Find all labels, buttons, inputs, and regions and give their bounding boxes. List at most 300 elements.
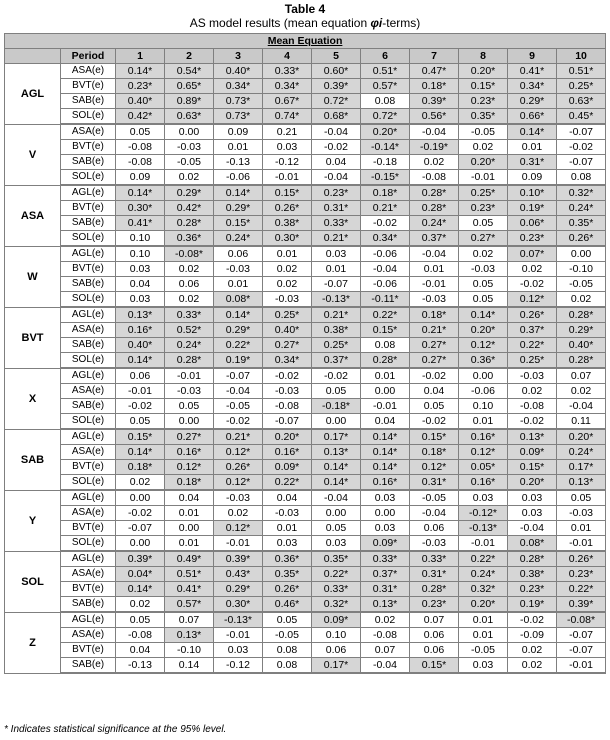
row-label: BVT(e): [61, 79, 116, 94]
value-cell: -0.03: [557, 506, 606, 521]
value-cell: 0.08: [263, 643, 312, 658]
value-cell: 0.18*: [410, 307, 459, 323]
value-cell: 0.33*: [165, 307, 214, 323]
value-cell: -0.04: [508, 521, 557, 536]
table-row: [5, 445, 606, 460]
table-row: [5, 582, 606, 597]
value-cell: 0.37*: [312, 353, 361, 369]
table-row: [5, 490, 606, 506]
value-cell: 0.34*: [263, 79, 312, 94]
period-header: Period: [61, 49, 116, 64]
value-cell: 0.21*: [214, 429, 263, 445]
value-cell: 0.17*: [312, 658, 361, 674]
value-cell: 0.15*: [361, 323, 410, 338]
value-cell: 0.07: [557, 368, 606, 384]
value-cell: 0.00: [165, 124, 214, 140]
group-label: ASA: [5, 185, 61, 246]
value-cell: -0.07: [312, 277, 361, 292]
value-cell: 0.01: [410, 262, 459, 277]
value-cell: 0.02: [116, 597, 165, 613]
value-cell: -0.02: [410, 414, 459, 430]
value-cell: -0.05: [459, 643, 508, 658]
value-cell: 0.09*: [508, 445, 557, 460]
value-cell: 0.18*: [410, 445, 459, 460]
value-cell: 0.28*: [361, 353, 410, 369]
value-cell: 0.04: [410, 384, 459, 399]
value-cell: 0.23*: [508, 582, 557, 597]
value-cell: 0.74*: [263, 109, 312, 125]
value-cell: 0.09: [508, 170, 557, 186]
value-cell: 0.24*: [459, 567, 508, 582]
value-cell: 0.14*: [116, 185, 165, 201]
table-row: [5, 94, 606, 109]
value-cell: -0.02: [214, 414, 263, 430]
value-cell: 0.02: [116, 475, 165, 491]
value-cell: 0.14*: [116, 64, 165, 79]
value-cell: 0.14*: [361, 445, 410, 460]
value-cell: 0.27*: [459, 231, 508, 247]
value-cell: -0.05: [410, 490, 459, 506]
value-cell: 0.06: [410, 643, 459, 658]
value-cell: 0.15*: [459, 79, 508, 94]
value-cell: 0.37*: [361, 567, 410, 582]
row-label: ASA(e): [61, 384, 116, 399]
group-label: AGL: [5, 64, 61, 125]
value-cell: 0.17*: [312, 429, 361, 445]
value-cell: 0.20*: [557, 429, 606, 445]
value-cell: 0.20*: [459, 155, 508, 170]
value-cell: 0.09: [116, 170, 165, 186]
value-cell: 0.06: [312, 643, 361, 658]
value-cell: 0.40*: [116, 94, 165, 109]
value-cell: 0.16*: [165, 445, 214, 460]
row-label: SAB(e): [61, 399, 116, 414]
value-cell: 0.05: [557, 490, 606, 506]
value-cell: -0.08: [508, 399, 557, 414]
value-cell: -0.05: [557, 277, 606, 292]
table-row: [5, 231, 606, 247]
value-cell: 0.51*: [557, 64, 606, 79]
table-row: [5, 216, 606, 231]
value-cell: 0.23*: [116, 79, 165, 94]
table-row: [5, 124, 606, 140]
value-cell: -0.01: [557, 536, 606, 552]
value-cell: 0.03: [361, 521, 410, 536]
value-cell: 0.03: [214, 643, 263, 658]
value-cell: 0.01: [459, 628, 508, 643]
value-cell: 0.66*: [508, 109, 557, 125]
value-cell: 0.03: [459, 490, 508, 506]
value-cell: -0.08*: [557, 612, 606, 628]
table-row: [5, 414, 606, 430]
table-row: [5, 551, 606, 567]
value-cell: 0.08: [557, 170, 606, 186]
value-cell: 0.01: [165, 506, 214, 521]
value-cell: -0.08: [116, 155, 165, 170]
value-cell: 0.04: [165, 490, 214, 506]
table-row: [5, 643, 606, 658]
value-cell: -0.08: [361, 628, 410, 643]
row-label: BVT(e): [61, 460, 116, 475]
value-cell: 0.13*: [557, 475, 606, 491]
value-cell: 0.16*: [459, 429, 508, 445]
value-cell: 0.40*: [557, 338, 606, 353]
value-cell: 0.30*: [214, 597, 263, 613]
value-cell: 0.15*: [410, 429, 459, 445]
value-cell: 0.02: [508, 643, 557, 658]
row-label: SAB(e): [61, 94, 116, 109]
value-cell: 0.05: [312, 521, 361, 536]
value-cell: -0.01: [557, 658, 606, 674]
value-cell: 0.28*: [557, 353, 606, 369]
row-label: SAB(e): [61, 597, 116, 613]
value-cell: 0.05: [459, 216, 508, 231]
value-cell: 0.19*: [508, 597, 557, 613]
period-col-header: 9: [508, 49, 557, 64]
table-title: Table 4: [284, 2, 326, 16]
value-cell: 0.02: [410, 155, 459, 170]
subtitle-suffix: -terms): [382, 16, 421, 30]
value-cell: 0.00: [361, 384, 410, 399]
row-label: SOL(e): [61, 109, 116, 125]
value-cell: -0.04: [410, 506, 459, 521]
value-cell: 0.05: [116, 612, 165, 628]
value-cell: -0.05: [459, 124, 508, 140]
value-cell: 0.12*: [214, 521, 263, 536]
value-cell: 0.35*: [459, 109, 508, 125]
value-cell: -0.13: [214, 155, 263, 170]
value-cell: -0.04: [410, 124, 459, 140]
value-cell: 0.10: [312, 628, 361, 643]
value-cell: 0.25*: [459, 185, 508, 201]
row-label: SAB(e): [61, 216, 116, 231]
table-row: [5, 185, 606, 201]
value-cell: -0.02: [410, 368, 459, 384]
value-cell: -0.04: [361, 262, 410, 277]
value-cell: 0.31*: [410, 567, 459, 582]
value-cell: 0.08: [361, 338, 410, 353]
value-cell: 0.27*: [165, 429, 214, 445]
value-cell: -0.03: [410, 292, 459, 308]
value-cell: -0.01: [361, 399, 410, 414]
value-cell: 0.14*: [116, 582, 165, 597]
value-cell: 0.32*: [557, 185, 606, 201]
value-cell: 0.23*: [312, 185, 361, 201]
value-cell: -0.10: [165, 643, 214, 658]
value-cell: 0.57*: [361, 79, 410, 94]
row-label: AGL(e): [61, 246, 116, 262]
value-cell: 0.18*: [361, 185, 410, 201]
value-cell: 0.02: [459, 140, 508, 155]
value-cell: 0.04: [361, 414, 410, 430]
value-cell: 0.22*: [361, 307, 410, 323]
value-cell: 0.10: [116, 246, 165, 262]
row-label: BVT(e): [61, 582, 116, 597]
value-cell: 0.13*: [361, 597, 410, 613]
value-cell: 0.38*: [263, 216, 312, 231]
value-cell: 0.05*: [459, 460, 508, 475]
value-cell: 0.29*: [214, 201, 263, 216]
value-cell: 0.24*: [557, 445, 606, 460]
value-cell: 0.30*: [116, 201, 165, 216]
period-col-header: 6: [361, 49, 410, 64]
value-cell: 0.05: [459, 277, 508, 292]
value-cell: 0.07: [165, 612, 214, 628]
value-cell: 0.24*: [557, 201, 606, 216]
table-row: [5, 109, 606, 125]
table-row: [5, 475, 606, 491]
value-cell: 0.02: [214, 506, 263, 521]
value-cell: 0.37*: [410, 231, 459, 247]
value-cell: 0.25*: [557, 79, 606, 94]
value-cell: 0.26*: [557, 231, 606, 247]
value-cell: 0.40*: [214, 64, 263, 79]
value-cell: 0.39*: [116, 551, 165, 567]
value-cell: -0.01: [410, 277, 459, 292]
value-cell: 0.14*: [116, 353, 165, 369]
value-cell: 0.05: [116, 414, 165, 430]
value-cell: 0.25*: [508, 353, 557, 369]
row-label: AGL(e): [61, 551, 116, 567]
group-label: SOL: [5, 551, 61, 612]
value-cell: 0.01: [165, 536, 214, 552]
value-cell: 0.26*: [557, 551, 606, 567]
value-cell: 0.20*: [459, 597, 508, 613]
value-cell: 0.12*: [165, 460, 214, 475]
value-cell: 0.14: [165, 658, 214, 674]
value-cell: -0.02: [508, 277, 557, 292]
value-cell: 0.05: [263, 612, 312, 628]
value-cell: -0.02: [508, 414, 557, 430]
value-cell: 0.17*: [557, 460, 606, 475]
value-cell: -0.06: [361, 246, 410, 262]
value-cell: -0.01: [214, 628, 263, 643]
group-label: SAB: [5, 429, 61, 490]
group-label: V: [5, 124, 61, 185]
value-cell: 0.31*: [410, 475, 459, 491]
row-label: ASA(e): [61, 506, 116, 521]
value-cell: 0.72*: [312, 94, 361, 109]
value-cell: 0.09*: [263, 460, 312, 475]
value-cell: 0.72*: [361, 109, 410, 125]
value-cell: -0.01: [116, 384, 165, 399]
value-cell: -0.03: [214, 262, 263, 277]
value-cell: 0.12*: [410, 460, 459, 475]
value-cell: 0.11: [557, 414, 606, 430]
value-cell: 0.08: [263, 658, 312, 674]
value-cell: -0.02: [361, 216, 410, 231]
value-cell: 0.33*: [410, 551, 459, 567]
table-row: [5, 353, 606, 369]
value-cell: 0.28*: [508, 551, 557, 567]
value-cell: 0.33*: [312, 216, 361, 231]
value-cell: -0.03: [410, 536, 459, 552]
value-cell: 0.31*: [508, 155, 557, 170]
value-cell: 0.73*: [214, 94, 263, 109]
value-cell: 0.12*: [214, 445, 263, 460]
value-cell: 0.05: [116, 124, 165, 140]
value-cell: 0.41*: [508, 64, 557, 79]
value-cell: 0.24*: [214, 231, 263, 247]
row-label: ASA(e): [61, 64, 116, 79]
value-cell: 0.32*: [459, 582, 508, 597]
value-cell: -0.04: [557, 399, 606, 414]
value-cell: 0.46*: [263, 597, 312, 613]
row-label: SAB(e): [61, 338, 116, 353]
value-cell: 0.38*: [312, 323, 361, 338]
value-cell: 0.14*: [508, 124, 557, 140]
value-cell: 0.23*: [508, 231, 557, 247]
value-cell: 0.38*: [508, 567, 557, 582]
value-cell: 0.15*: [263, 185, 312, 201]
value-cell: 0.67*: [263, 94, 312, 109]
value-cell: 0.39*: [312, 79, 361, 94]
value-cell: 0.26*: [508, 307, 557, 323]
row-label: BVT(e): [61, 201, 116, 216]
value-cell: 0.16*: [361, 475, 410, 491]
value-cell: 0.39*: [214, 551, 263, 567]
value-cell: 0.20*: [508, 475, 557, 491]
table-row: [5, 368, 606, 384]
value-cell: 0.06: [214, 246, 263, 262]
value-cell: 0.06*: [508, 216, 557, 231]
value-cell: 0.00: [361, 506, 410, 521]
value-cell: 0.03: [361, 490, 410, 506]
value-cell: 0.13*: [508, 429, 557, 445]
value-cell: -0.04: [214, 384, 263, 399]
value-cell: 0.14*: [361, 429, 410, 445]
period-header-row: [5, 49, 606, 64]
value-cell: 0.03: [508, 506, 557, 521]
value-cell: 0.01: [214, 140, 263, 155]
row-label: ASA(e): [61, 628, 116, 643]
corner-cell: [5, 49, 61, 64]
value-cell: 0.01: [214, 277, 263, 292]
value-cell: 0.33*: [263, 64, 312, 79]
value-cell: -0.03: [165, 140, 214, 155]
value-cell: 0.14*: [214, 185, 263, 201]
value-cell: -0.03: [508, 368, 557, 384]
results-table: [4, 33, 606, 674]
row-label: SOL(e): [61, 292, 116, 308]
value-cell: -0.07: [557, 643, 606, 658]
row-label: BVT(e): [61, 643, 116, 658]
table-subtitle: [0, 16, 610, 30]
value-cell: 0.29*: [557, 323, 606, 338]
value-cell: 0.02: [165, 170, 214, 186]
row-label: AGL(e): [61, 368, 116, 384]
value-cell: 0.14*: [361, 460, 410, 475]
value-cell: 0.41*: [116, 216, 165, 231]
value-cell: 0.54*: [165, 64, 214, 79]
value-cell: 0.02: [508, 384, 557, 399]
value-cell: 0.15*: [214, 216, 263, 231]
value-cell: 0.14*: [312, 460, 361, 475]
table-row: [5, 628, 606, 643]
group-label: BVT: [5, 307, 61, 368]
table-row: [5, 307, 606, 323]
value-cell: -0.07: [116, 521, 165, 536]
value-cell: 0.73*: [214, 109, 263, 125]
value-cell: 0.40*: [116, 338, 165, 353]
value-cell: 0.02: [165, 292, 214, 308]
value-cell: 0.89*: [165, 94, 214, 109]
table-caption: [0, 0, 610, 30]
value-cell: 0.01: [459, 414, 508, 430]
value-cell: 0.28*: [165, 216, 214, 231]
value-cell: 0.03: [508, 490, 557, 506]
value-cell: 0.47*: [410, 64, 459, 79]
value-cell: 0.26*: [263, 582, 312, 597]
value-cell: 0.27*: [410, 353, 459, 369]
period-col-header: 1: [116, 49, 165, 64]
group-label: Y: [5, 490, 61, 551]
value-cell: -0.04: [312, 170, 361, 186]
value-cell: -0.04: [312, 490, 361, 506]
value-cell: 0.19*: [508, 201, 557, 216]
value-cell: 0.57*: [165, 597, 214, 613]
value-cell: 0.06: [410, 521, 459, 536]
value-cell: 0.28*: [410, 185, 459, 201]
value-cell: 0.04: [312, 155, 361, 170]
value-cell: 0.23*: [459, 94, 508, 109]
value-cell: 0.19*: [214, 353, 263, 369]
value-cell: 0.04: [116, 643, 165, 658]
value-cell: 0.29*: [214, 323, 263, 338]
value-cell: 0.14*: [312, 475, 361, 491]
period-col-header: 7: [410, 49, 459, 64]
value-cell: 0.01: [459, 612, 508, 628]
value-cell: 0.34*: [361, 231, 410, 247]
value-cell: 0.20*: [459, 64, 508, 79]
value-cell: 0.39*: [557, 597, 606, 613]
value-cell: 0.06: [165, 277, 214, 292]
value-cell: 0.34*: [508, 79, 557, 94]
value-cell: 0.06: [116, 368, 165, 384]
value-cell: -0.08: [116, 628, 165, 643]
value-cell: 0.03: [312, 246, 361, 262]
value-cell: 0.07: [361, 643, 410, 658]
row-label: ASA(e): [61, 445, 116, 460]
value-cell: 0.12*: [459, 445, 508, 460]
value-cell: -0.02: [116, 399, 165, 414]
value-cell: -0.07: [263, 414, 312, 430]
value-cell: -0.06: [214, 170, 263, 186]
value-cell: -0.01: [165, 368, 214, 384]
row-label: SAB(e): [61, 658, 116, 674]
value-cell: -0.02: [312, 368, 361, 384]
value-cell: 0.18*: [410, 79, 459, 94]
value-cell: 0.12*: [459, 338, 508, 353]
value-cell: -0.02: [508, 612, 557, 628]
value-cell: 0.01: [312, 262, 361, 277]
row-label: AGL(e): [61, 612, 116, 628]
value-cell: 0.01: [263, 246, 312, 262]
value-cell: 0.36*: [263, 551, 312, 567]
value-cell: 0.01: [508, 140, 557, 155]
section-header: Mean Equation: [5, 34, 606, 49]
period-col-header: 10: [557, 49, 606, 64]
value-cell: 0.00: [165, 414, 214, 430]
value-cell: -0.08: [263, 399, 312, 414]
value-cell: -0.18*: [312, 399, 361, 414]
table-row: [5, 399, 606, 414]
value-cell: 0.18*: [116, 460, 165, 475]
value-cell: 0.22*: [312, 567, 361, 582]
subtitle-symbol: φi: [370, 16, 383, 30]
value-cell: -0.05: [165, 155, 214, 170]
table-row: [5, 536, 606, 552]
